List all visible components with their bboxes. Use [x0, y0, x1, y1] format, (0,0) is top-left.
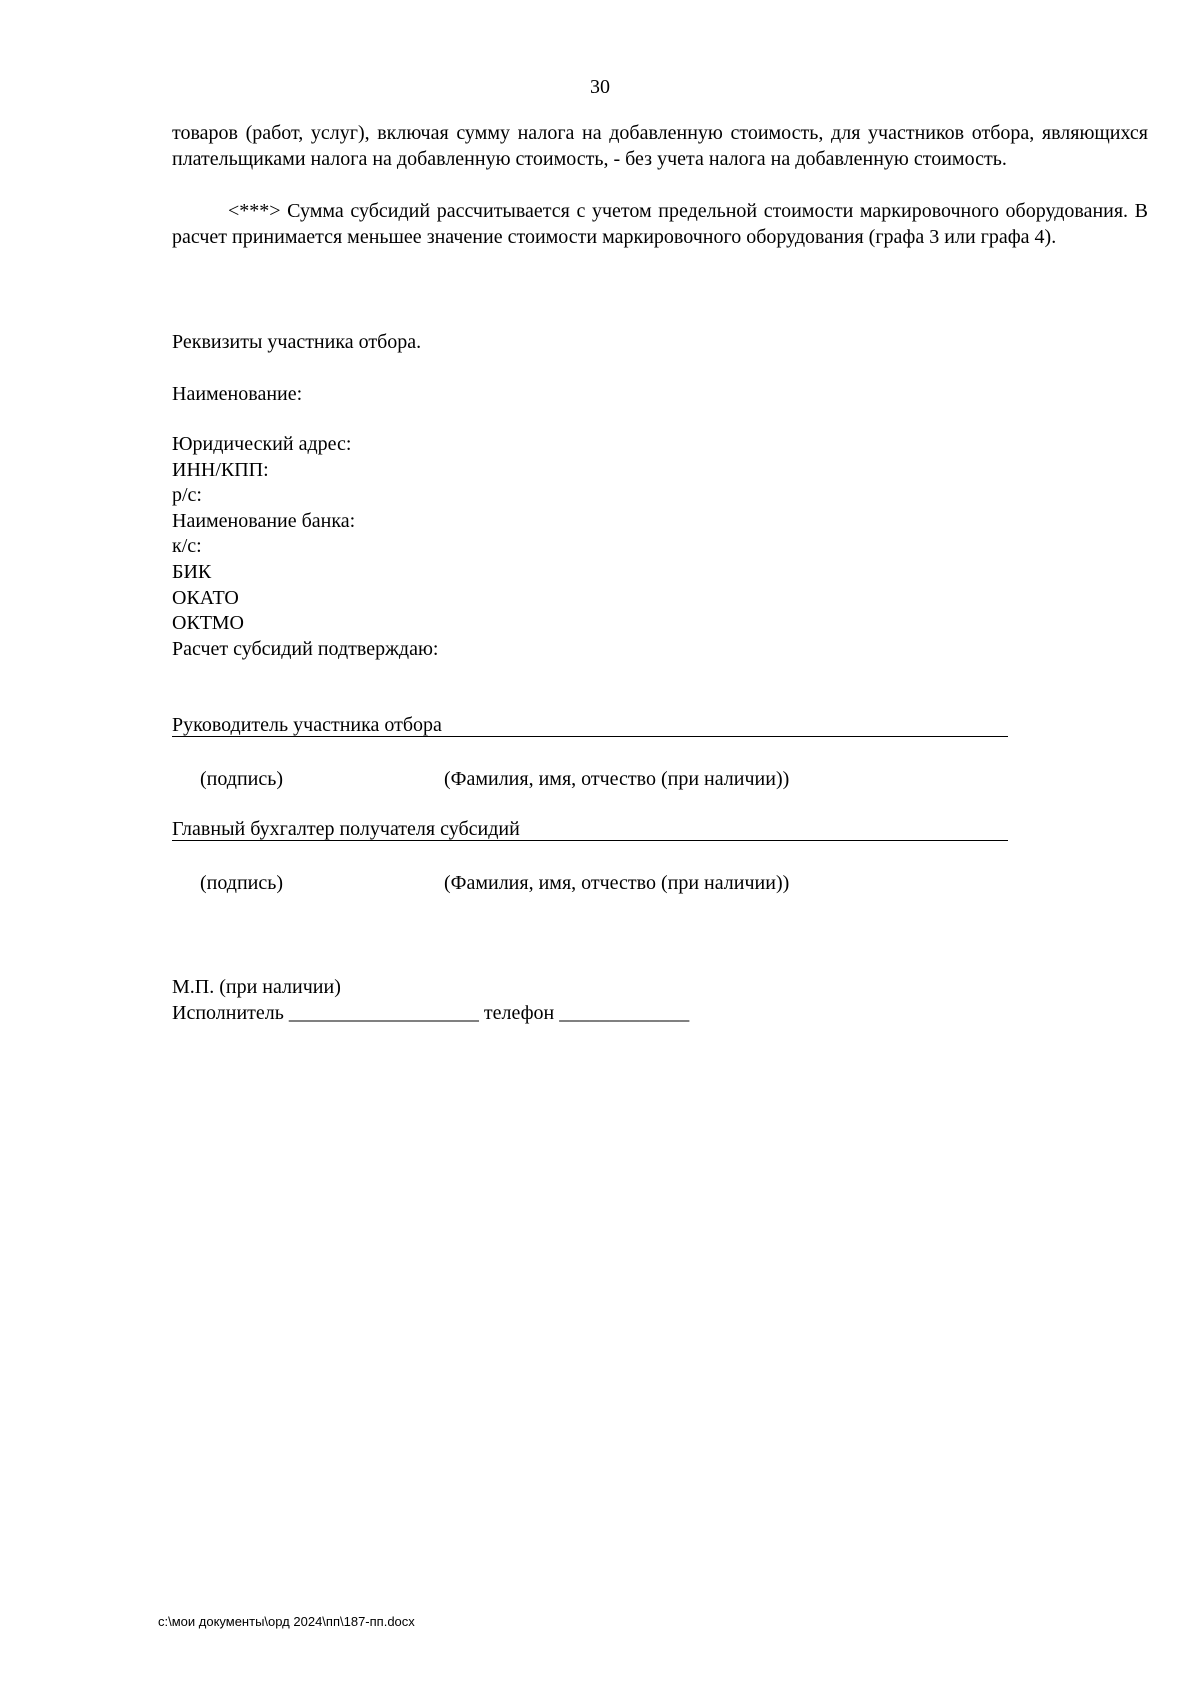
field-legal-address: Юридический адрес:: [172, 433, 352, 455]
field-confirmation: Расчет субсидий подтверждаю:: [172, 637, 439, 660]
stamp-label: М.П. (при наличии): [172, 976, 341, 998]
continuation-paragraph: товаров (работ, услуг), включая сумму налога на добавленную стоимость, для участников отбора, являющихся плательщиками налога на добавленную стоимость, - без учета налога на добавленную стоимость.: [172, 122, 1148, 170]
field-okato: ОКАТО: [172, 586, 239, 609]
page-number: 30: [590, 76, 610, 98]
signature-caption-sign: (подпись): [200, 872, 284, 894]
signature-line-accountant: [172, 840, 1008, 841]
signature-title-head: Руководитель участника отбора: [172, 714, 442, 736]
field-inn-kpp: ИНН/КПП:: [172, 458, 269, 481]
signature-line-head: [172, 736, 1008, 737]
requisites-heading: Реквизиты участника отбора.: [172, 331, 422, 353]
requisites-field-list: [172, 432, 1148, 662]
executor-line: Исполнитель ___________________ телефон _____________: [172, 1002, 690, 1024]
field-correspondent-account: к/с:: [172, 535, 202, 558]
field-oktmo: ОКТМО: [172, 612, 244, 635]
signature-caption-sign: (подпись): [200, 768, 284, 790]
field-bik: БИК: [172, 560, 212, 583]
note-paragraph: <***> Сумма субсидий рассчитывается с учетом предельной стоимости маркировочного оборудования. В расчет принимается меньшее значение стоимости маркировочного оборудования (графа 3 или графа 4).: [172, 200, 1148, 248]
field-settlement-account: р/с:: [172, 484, 202, 507]
field-bank-name: Наименование банка:: [172, 509, 356, 532]
signature-title-accountant: Главный бухгалтер получателя субсидий: [172, 818, 520, 840]
signature-caption-fullname: (Фамилия, имя, отчество (при наличии)): [444, 872, 790, 894]
requisites-name-label: Наименование:: [172, 383, 303, 405]
footer-file-path: c:\мои документы\орд 2024\пп\187-пп.docx: [158, 1614, 415, 1629]
signature-caption-fullname: (Фамилия, имя, отчество (при наличии)): [444, 768, 790, 790]
